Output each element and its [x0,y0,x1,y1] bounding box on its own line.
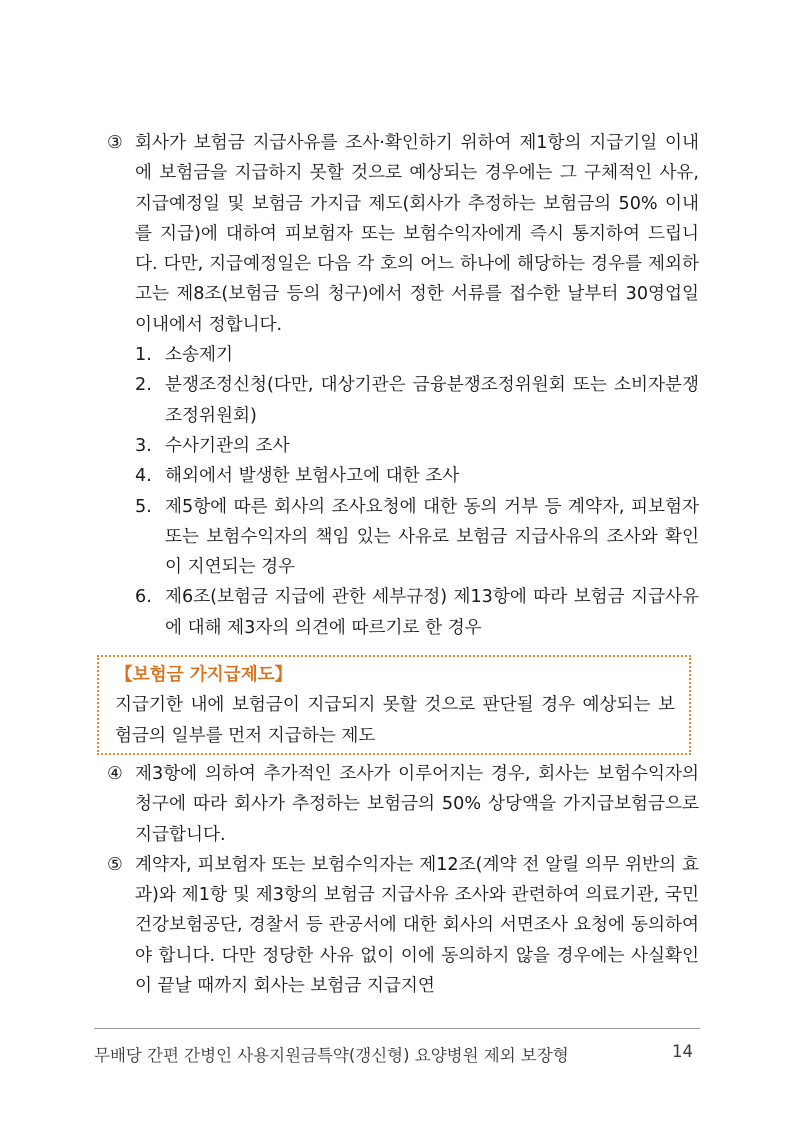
info-box-title: 【보험금 가지급제도】 [115,665,293,686]
exception-list [101,340,699,643]
list-number: 2. [135,375,152,396]
list-number: 1. [135,345,152,366]
list-item [101,461,699,491]
list-text: 제6조(보험금 지급에 관한 세부규정) 제13항에 따라 보험금 지급사유에 대해 제3자의 의견에 따르기로 한 경우 [165,587,699,638]
clause-5 [101,850,699,1001]
list-text: 분쟁조정신청(다만, 대상기관은 금융분쟁조정위원회 또는 소비자분쟁조정위원회) [165,375,699,426]
list-item [101,340,699,370]
clause-marker: ⑤ [107,854,123,875]
list-text: 수사기관의 조사 [165,435,290,456]
page-number: 14 [672,1042,693,1061]
list-number: 3. [135,435,152,456]
list-number: 5. [135,496,152,517]
list-item [101,431,699,461]
list-text: 소송제기 [165,345,233,366]
clause-text: 제3항에 의하여 추가적인 조사가 이루어지는 경우, 회사는 보험수익자의 청구에 따라 회사가 추정하는 보험금의 50% 상당액을 가지급보험금으로 지급합니다. [135,763,699,845]
footer-title: 무배당 간편 간병인 사용지원금특약(갱신형) 요양병원 제외 보장형 [94,1046,569,1065]
info-box-body: 지급기한 내에 보험금이 지급되지 못할 것으로 판단될 경우 예상되는 보험금의 일부를 먼저 지급하는 제도 [115,695,675,746]
clause-marker: ④ [107,763,123,784]
list-item [101,582,699,643]
list-number: 6. [135,587,152,608]
clause-marker: ③ [107,133,123,153]
list-text: 제5항에 따른 회사의 조사요청에 대한 동의 거부 등 계약자, 피보험자 또는 보험수익자의 책임 있는 사유로 보험금 지급사유의 조사와 확인이 지연되는 경우 [165,496,699,578]
info-box [97,655,691,755]
document-body [101,128,699,1001]
list-number: 4. [135,466,152,487]
list-item [101,370,699,431]
clause-3 [101,128,699,340]
clause-text: 계약자, 피보험자 또는 보험수익자는 제12조(계약 전 알릴 의무 위반의 효과)와 제1항 및 제3항의 보험금 지급사유 조사와 관련하여 의료기관, 국민건강보험공단, 경찰서 등 관공서에 대한 회사의 서면조사 요청에 동의하여야 합니다. 다만 정당한 사유 없이 이에 동의하지 않을 경우에는 사실확인이 끝날 때까지 회사는 보험금 지급지연 [135,854,699,997]
list-item [101,492,699,583]
clause-text: 회사가 보험금 지급사유를 조사·확인하기 위하여 제1항의 지급기일 이내에 보험금을 지급하지 못할 것으로 예상되는 경우에는 그 구체적인 사유, 지급예정일 및 보험금 가지급 제도(회사가 추정하는 보험금의 50% 이내를 지급)에 대하여 피보험자 또는 보험수익자에게 즉시 통지하여 드립니다. 다만, 지급예정일은 다음 각 호의 어느 하나에 해당하는 경우를 제외하고는 제8조(보험금 등의 청구)에서 정한 서류를 접수한 날부터 30영업일 이내에서 정합니다. [135,133,699,335]
list-text: 해외에서 발생한 보험사고에 대한 조사 [165,466,460,487]
clause-4 [101,759,699,850]
footer-divider [94,1028,700,1029]
